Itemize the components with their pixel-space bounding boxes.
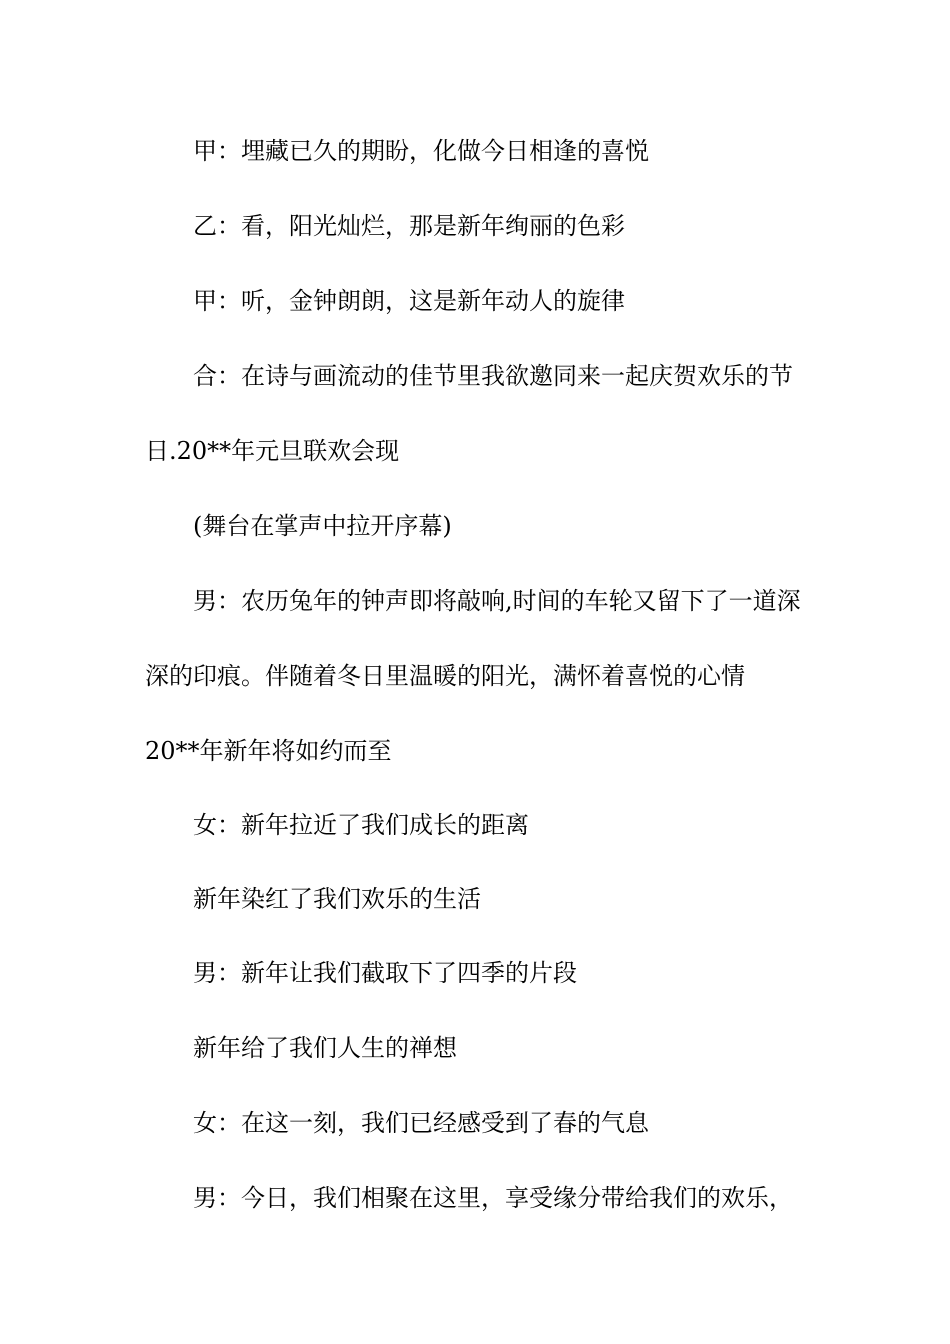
paragraph-line-4: 合：在诗与画流动的佳节里我欲邀同来一起庆贺欢乐的节 [193, 362, 793, 390]
paragraph-line-14: 女：在这一刻，我们已经感受到了春的气息 [193, 1109, 649, 1137]
paragraph-line-3: 甲：听，金钟朗朗，这是新年动人的旋律 [193, 287, 625, 315]
paragraph-line-5: 日.20**年元旦联欢会现 [145, 437, 400, 465]
paragraph-line-6: (舞台在掌声中拉开序幕) [193, 512, 452, 540]
paragraph-line-9: 20**年新年将如约而至 [145, 737, 392, 765]
paragraph-line-12: 男：新年让我们截取下了四季的片段 [193, 959, 577, 987]
paragraph-line-13: 新年给了我们人生的禅想 [193, 1034, 457, 1062]
paragraph-line-8: 深的印痕。伴随着冬日里温暖的阳光，满怀着喜悦的心情 [145, 662, 745, 690]
paragraph-line-2: 乙：看，阳光灿烂，那是新年绚丽的色彩 [193, 212, 625, 240]
paragraph-line-10: 女：新年拉近了我们成长的距离 [193, 811, 529, 839]
paragraph-line-15: 男：今日，我们相聚在这里，享受缘分带给我们的欢乐， [193, 1184, 793, 1212]
paragraph-line-1: 甲：埋藏已久的期盼，化做今日相逢的喜悦 [193, 137, 649, 165]
paragraph-line-11: 新年染红了我们欢乐的生活 [193, 885, 481, 913]
paragraph-line-7: 男：农历兔年的钟声即将敲响,时间的车轮又留下了一道深 [193, 587, 801, 615]
